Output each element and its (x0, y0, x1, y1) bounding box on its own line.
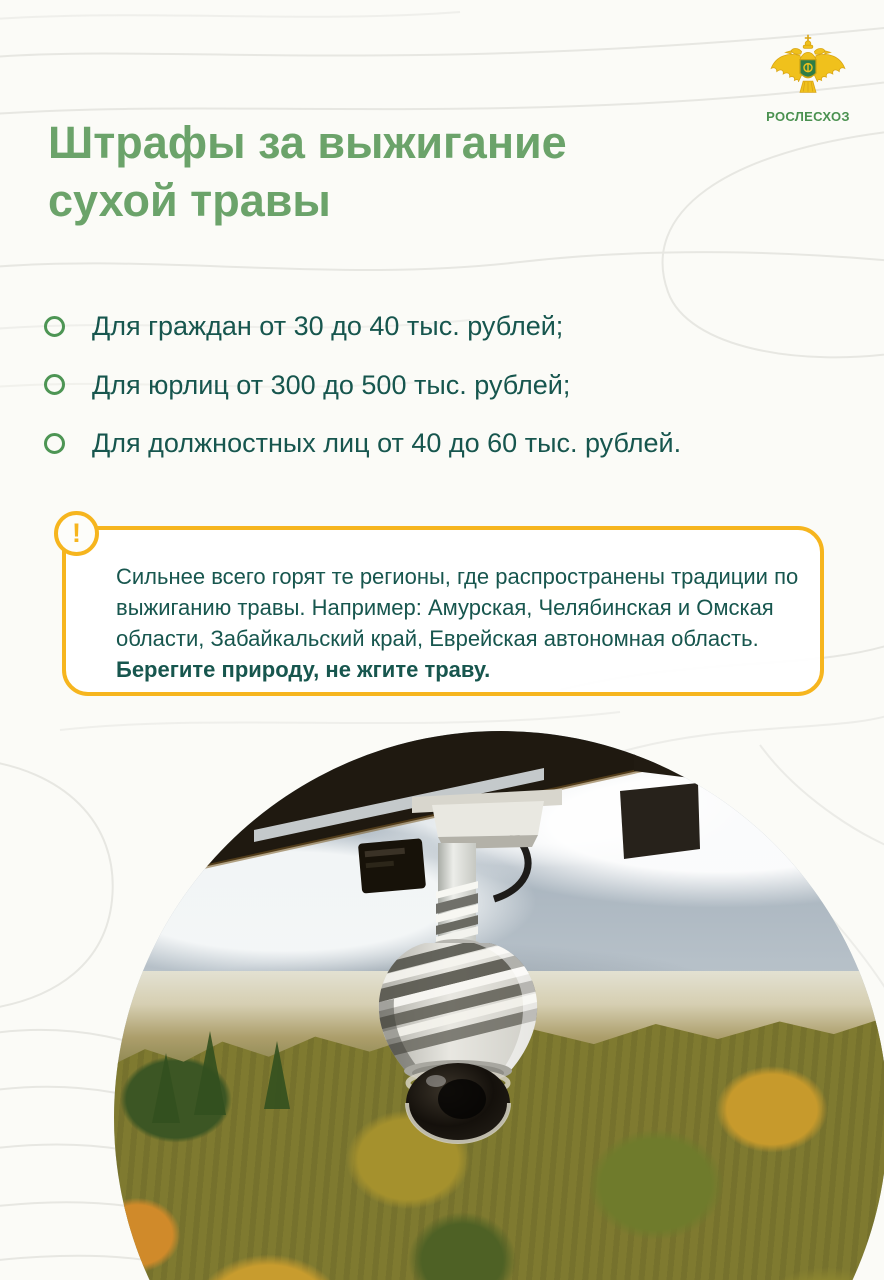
exclamation-icon: ! (54, 511, 99, 556)
bullet-ring-icon (44, 433, 65, 454)
fines-list (44, 312, 681, 458)
bullet-ring-icon (44, 374, 65, 395)
warning-text-normal: Сильнее всего горят те регионы, где распространены традиции по выжиганию травы. Например: Амурская, Челябинская и Омская области, Забайкальский край, Еврейская автономная область. (116, 564, 799, 652)
bullet-ring-icon (44, 316, 65, 337)
double-headed-eagle-icon (768, 32, 848, 108)
camera-and-tower-structure (114, 731, 884, 1280)
list-item (44, 371, 681, 400)
list-item (44, 429, 681, 458)
fine-text: Для юрлиц от 300 до 500 тыс. рублей; (92, 369, 571, 400)
rosleskhoz-logo (758, 32, 858, 124)
warning-text (116, 561, 822, 685)
poster-title: Штрафы за выжигание сухой травы (48, 117, 567, 227)
camera-photo-circle (114, 731, 884, 1280)
fine-text: Для граждан от 30 до 40 тыс. рублей; (92, 311, 564, 341)
list-item (44, 312, 681, 341)
logo-label: РОСЛЕСХОЗ (766, 109, 850, 124)
warning-box (62, 518, 824, 696)
fine-text: Для должностных лиц от 40 до 60 тыс. рублей. (92, 428, 682, 459)
warning-text-emphasis: Берегите природу, не жгите траву. (116, 657, 491, 683)
